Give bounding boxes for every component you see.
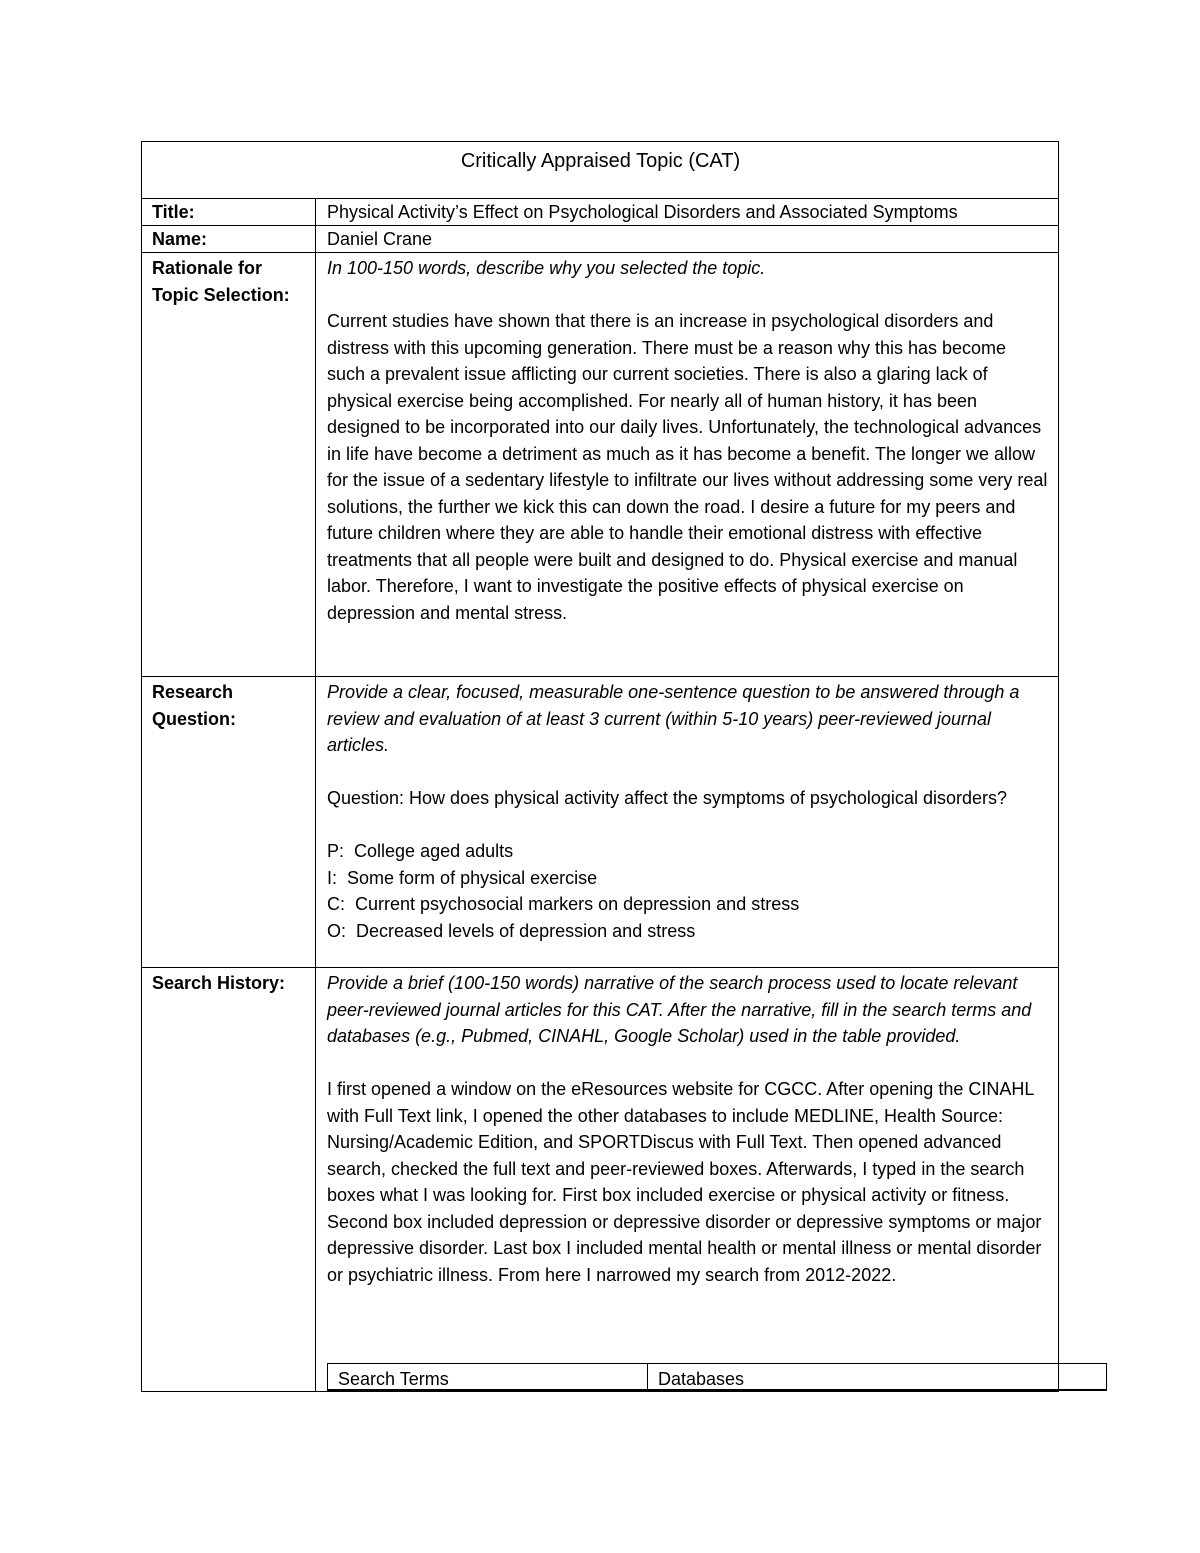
search-history-label: Search History: xyxy=(142,968,316,1392)
search-history-content xyxy=(316,968,1058,1392)
search-history-instruction: Provide a brief (100-150 words) narrative of the search process used to locate relevant peer-reviewed journal articles for this CAT. After the narrative, fill in the search terms and databases (e.g., Pubmed, CINAHL, Google Scholar) used in the table provided. xyxy=(327,973,1032,1046)
name-value: Daniel Crane xyxy=(327,229,433,249)
research-question-content xyxy=(316,677,1058,968)
pico-letter: C: xyxy=(327,894,345,914)
rationale-body: Current studies have shown that there is an increase in psychological disorders and distress with this upcoming generation. There must be a reason why this has become such a prevalent issue afflicting our current societies. There is also a glaring lack of physical exercise being accomplished. For nearly all of human history, it has been designed to be incorporated into our daily lives. Unfortunately, the technological advances in life have become a detriment as much as it has become a benefit. The longer we allow for the issue of a sedentary lifestyle to infiltrate our lives without addressing some very real solutions, the further we kick this can down the road. I desire a future for my peers and future children where they are able to handle their emotional distress with effective treatments that all people were built and designed to do. Physical exercise and manual labor. Therefore, I want to investigate the positive effects of physical exercise on depression and mental stress. xyxy=(327,311,1048,623)
header-row xyxy=(142,142,1058,199)
pico-letter: O: xyxy=(327,920,347,941)
spacer xyxy=(327,759,1048,786)
pico-comparison xyxy=(327,891,1048,918)
pico-population xyxy=(327,838,1048,865)
title-value: Physical Activity’s Effect on Psychological Disorders and Associated Symptoms xyxy=(327,202,958,222)
pico-text: College aged adults xyxy=(354,841,514,861)
pico-intervention xyxy=(327,865,1048,892)
rationale-label: Rationale for Topic Selection: xyxy=(142,253,316,677)
research-question-label: Research Question: xyxy=(142,677,316,968)
pico-outcome xyxy=(327,918,1048,945)
cat-form-table xyxy=(141,141,1059,1392)
pico-letter: I: xyxy=(327,867,338,888)
form-title: Critically Appraised Topic (CAT) xyxy=(460,150,741,172)
research-question-instruction: Provide a clear, focused, measurable one-sentence question to be answered through a review and evaluation of at least 3 current (within 5-10 years) peer-reviewed journal articles. xyxy=(327,682,1020,755)
pico-text: Decreased levels of depression and stress xyxy=(356,920,696,941)
spacer xyxy=(327,1050,1048,1077)
pico-text: Current psychosocial markers on depression and stress xyxy=(355,894,800,914)
pico-text: Some form of physical exercise xyxy=(347,867,598,888)
search-terms-table xyxy=(327,1363,1107,1391)
rationale-content xyxy=(316,253,1058,677)
research-question-row xyxy=(142,676,1058,968)
title-label: Title: xyxy=(142,199,316,226)
name-row xyxy=(142,225,1058,253)
name-label: Name: xyxy=(142,226,316,253)
search-terms-header: Search Terms xyxy=(328,1364,648,1389)
spacer xyxy=(327,812,1048,839)
search-history-row xyxy=(142,967,1058,1392)
databases-header: Databases xyxy=(658,1369,745,1389)
pico-letter: P: xyxy=(327,841,345,861)
rationale-row xyxy=(142,252,1058,677)
research-question-text: Question: How does physical activity affect the symptoms of psychological disorders? xyxy=(327,788,1007,808)
rationale-instruction: In 100-150 words, describe why you selected the topic. xyxy=(327,258,766,278)
search-history-body: I first opened a window on the eResources website for CGCC. After opening the CINAHL with Full Text link, I opened the other databases to include MEDLINE, Health Source: Nursing/Academic Edition, and SPORTDiscus with Full Text. Then opened advanced search, checked the full text and peer-reviewed boxes. Afterwards, I typed in the search boxes what I was looking for. First box included exercise or physical activity or fitness. Second box included depression or depressive disorder or depressive symptoms or major depressive disorder. Last box I included mental health or mental illness or mental disorder or psychiatric illness. From here I narrowed my search from 2012-2022. xyxy=(327,1079,1042,1285)
title-row xyxy=(142,198,1058,226)
spacer xyxy=(327,282,1048,309)
